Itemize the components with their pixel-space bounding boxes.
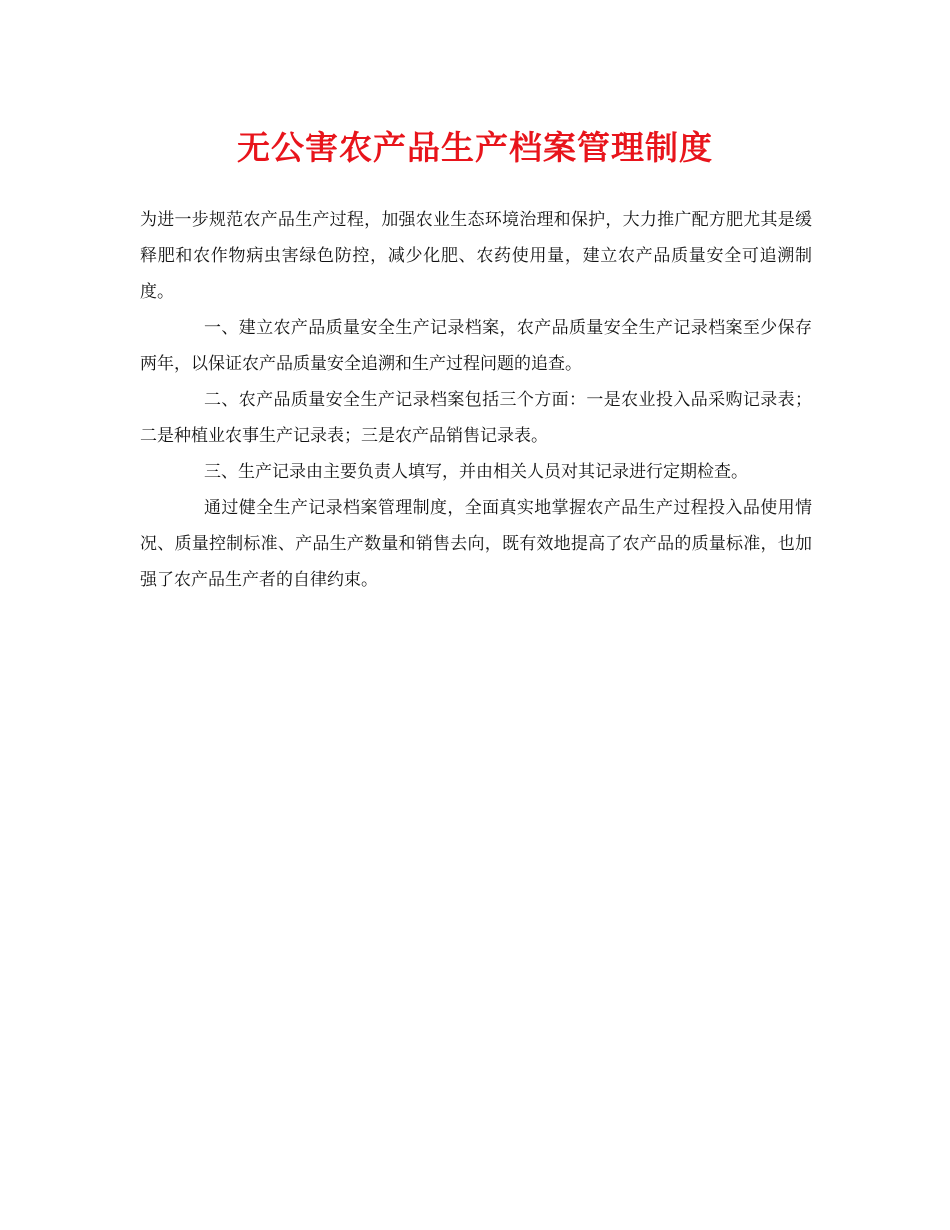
paragraph-item-3: 三、生产记录由主要负责人填写，并由相关人员对其记录进行定期检查。 [204,462,748,482]
document-body [140,202,812,598]
paragraph-intro: 为进一步规范农产品生产过程，加强农业生态环境治理和保护，大力推广配方肥尤其是缓释肥和农作物病虫害绿色防控，减少化肥、农药使用量，建立农产品质量安全可追溯制度。 [140,210,812,302]
paragraph-item-1: 一、建立农产品质量安全生产记录档案，农产品质量安全生产记录档案至少保存两年，以保证农产品质量安全追溯和生产过程问题的追查。 [140,318,812,374]
document-title: 无公害农产品生产档案管理制度 [237,128,713,167]
paragraph-conclusion: 通过健全生产记录档案管理制度，全面真实地掌握农产品生产过程投入品使用情况、质量控制标准、产品生产数量和销售去向，既有效地提高了农产品的质量标准，也加强了农产品生产者的自律约束。 [140,498,812,590]
paragraph-item-2: 二、农产品质量安全生产记录档案包括三个方面：一是农业投入品采购记录表；二是种植业农事生产记录表；三是农产品销售记录表。 [140,390,812,446]
